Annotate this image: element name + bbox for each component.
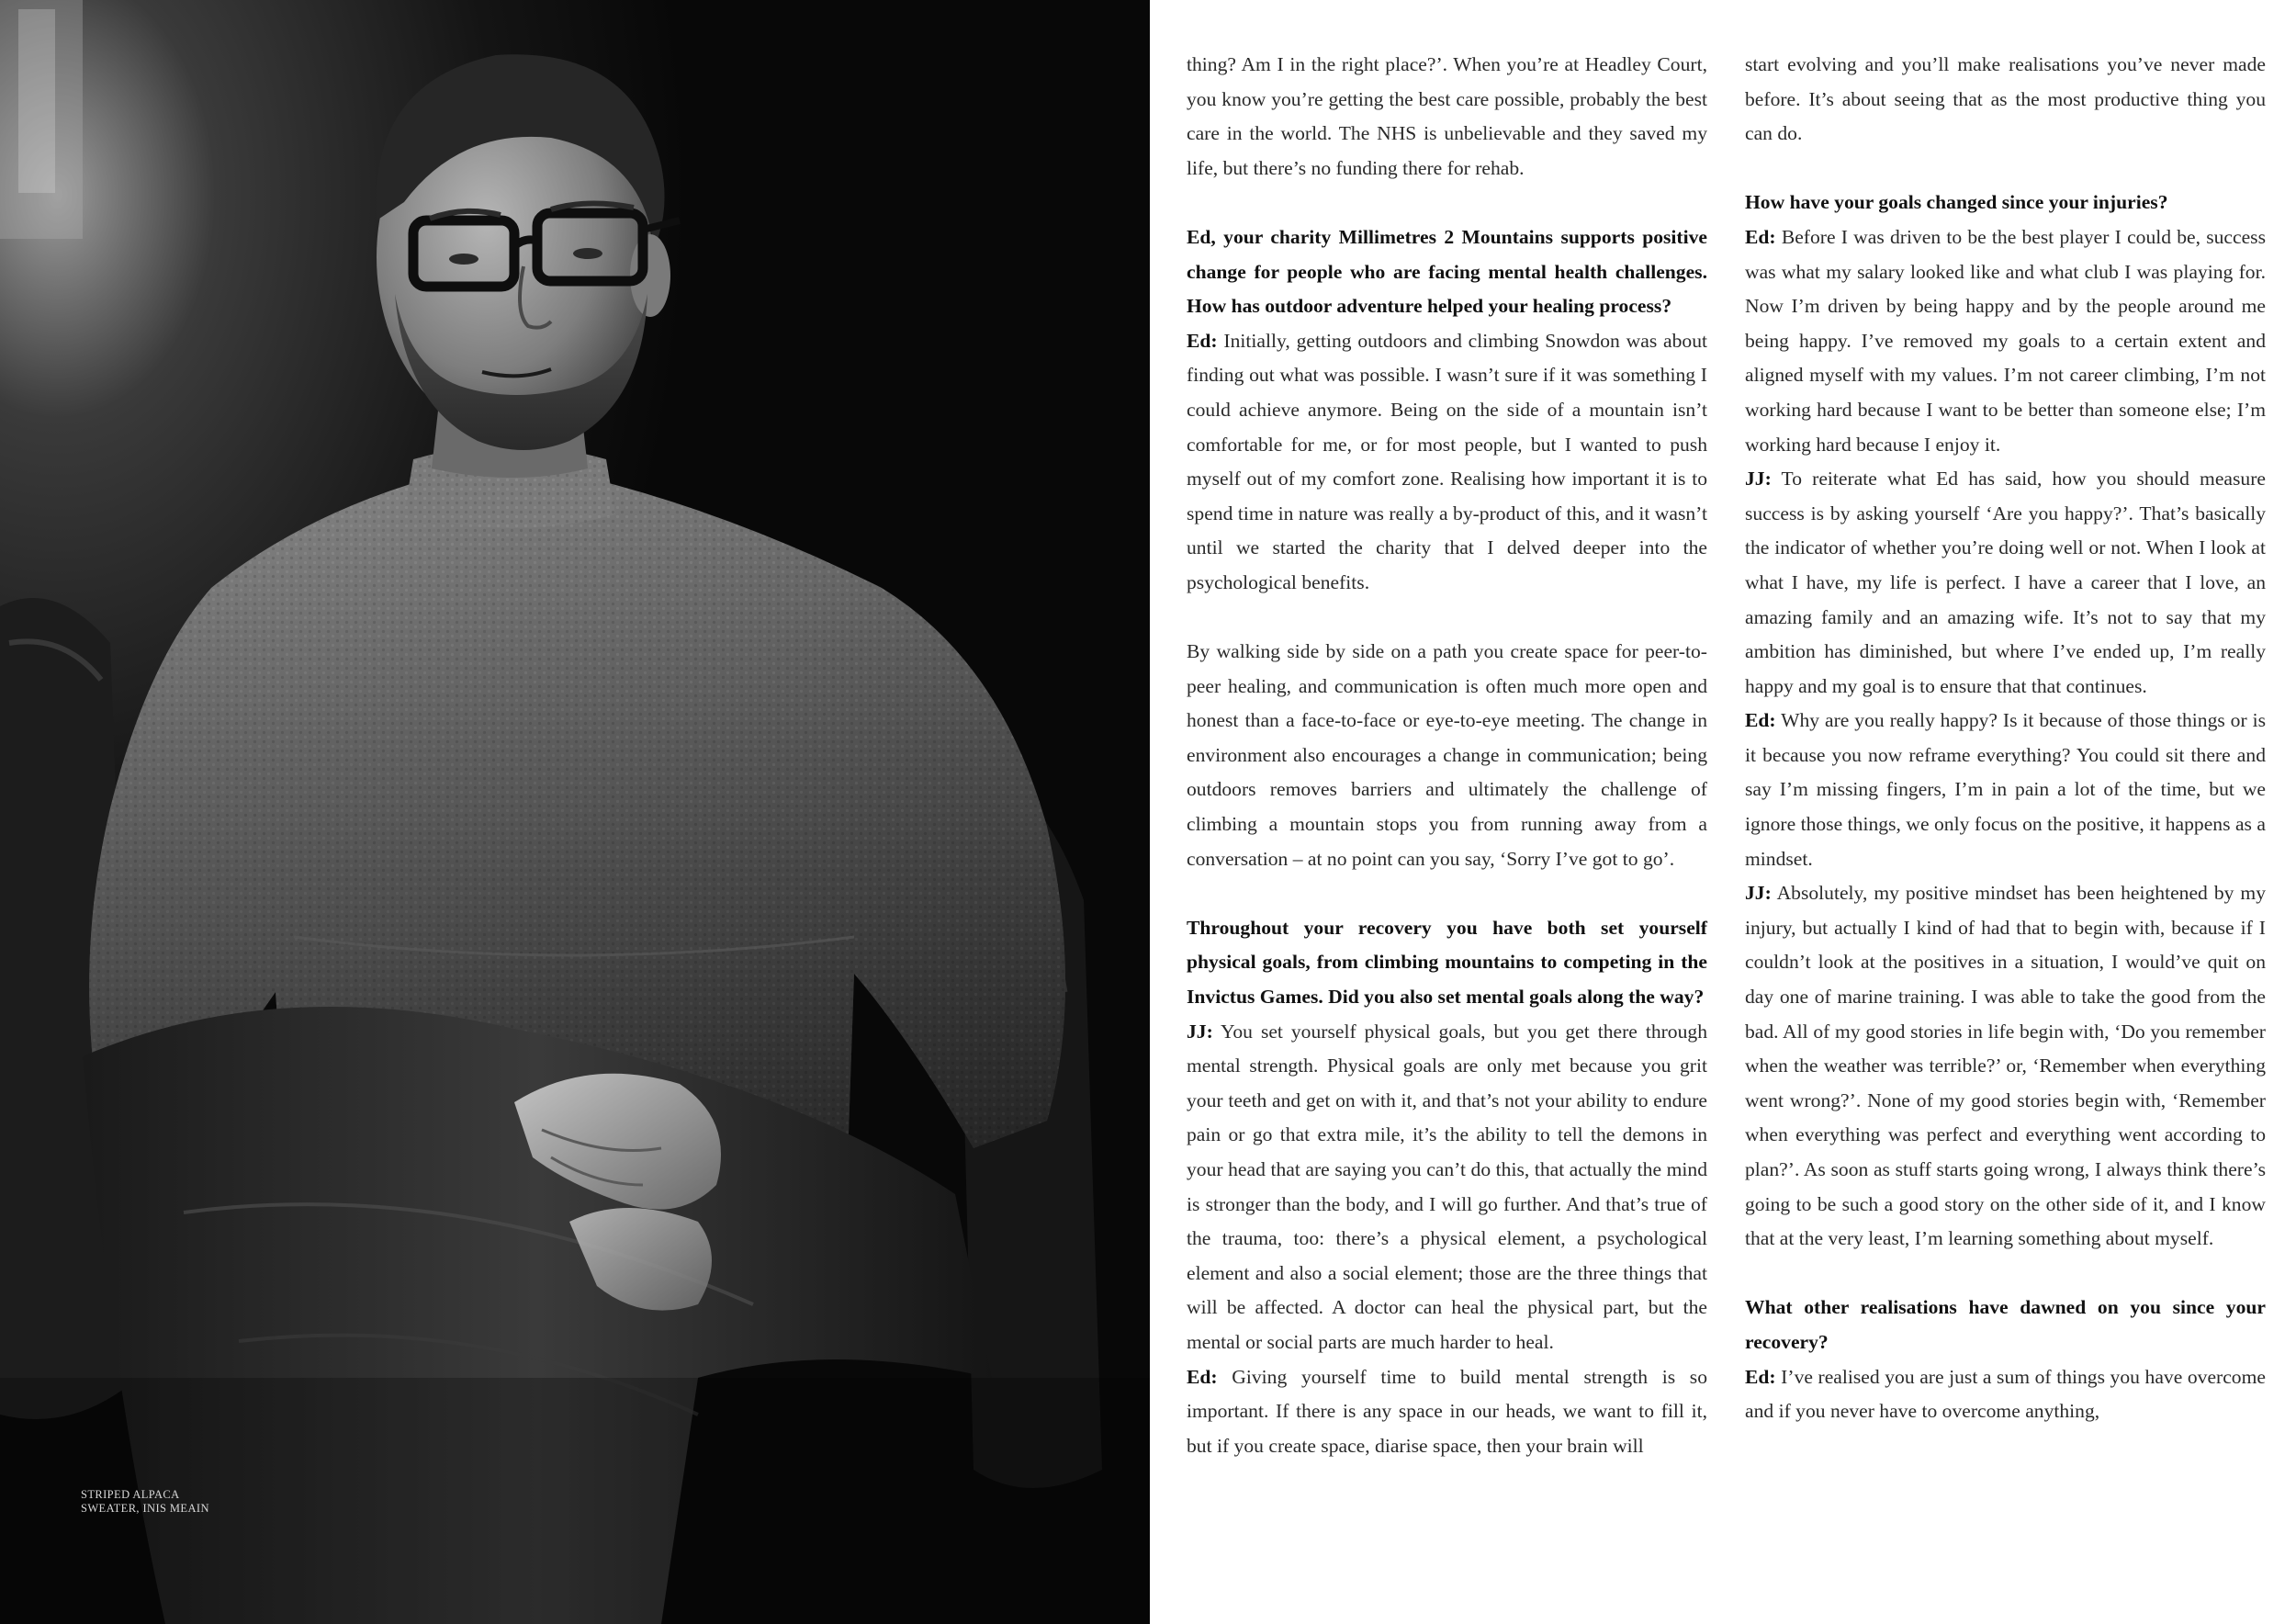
caption-line-1: STRIPED ALPACA — [81, 1488, 180, 1501]
answer-text: I’ve realised you are just a sum of things you have overcome and if you never have to overcome anything, — [1745, 1365, 2266, 1423]
article-page — [1150, 0, 2296, 1624]
paragraph: By walking side by side on a path you create space for peer-to-peer healing, and communication is often much more open and honest than a face-to-face or eye-to-eye meeting. The change in environment also encourages a change in communication; being outdoors removes barriers and ultimately the challenge of climbing a mountain stops you from running away from a conversation – at no point can you say, ‘Sorry I’ve got to go’. — [1187, 640, 1707, 870]
article-column-left — [1187, 48, 1707, 1463]
interview-answer — [1187, 1360, 1707, 1464]
speaker-label: JJ: — [1187, 1020, 1213, 1043]
caption-line-2: SWEATER, INIS MEAIN — [81, 1502, 209, 1515]
photo-caption — [81, 1488, 320, 1516]
answer-text: Absolutely, my positive mindset has been heightened by my injury, but actually I kind of had that to begin with, because if I couldn’t look at the positives in a situation, I would’ve quit on day one of marine training. I was able to take the good from the bad. All of my good stories in life begin with, ‘Do you remember when the weather was terrible?’ or, ‘Remember when everything went wrong?’. None of my good stories begin with, ‘Remember when everything was perfect and everything went according to plan?’. As soon as stuff starts going wrong, I always think there’s going to be such a good story on the other side of it, and I know that at the very least, I’m learning something about myself. — [1745, 882, 2266, 1250]
interview-answer — [1187, 324, 1707, 601]
interview-answer — [1745, 462, 2266, 704]
interview-answer — [1745, 1360, 2266, 1429]
speaker-label: Ed: — [1187, 329, 1218, 352]
interview-answer — [1745, 220, 2266, 462]
interview-question: Throughout your recovery you have both set yourself physical goals, from climbing mountains to competing in the Invictus Games. Did you also set mental goals along the way? — [1187, 916, 1707, 1009]
interview-question: How have your goals changed since your injuries? — [1745, 191, 2168, 214]
answer-text: Initially, getting outdoors and climbing Snowdon was about finding out what was possible. I wasn’t sure if it was something I could achieve anymore. Being on the side of a mountain isn’t comfortable for me, or for most people, but I wanted to push myself out of my comfort zone. Realising how important it is to spend time in nature was really a by-product of this, and it wasn’t until we started the charity that I delved deeper into the psychological benefits. — [1187, 329, 1707, 593]
interview-question: What other realisations have dawned on you since your recovery? — [1745, 1296, 2266, 1353]
interview-answer — [1745, 704, 2266, 876]
speaker-label: Ed: — [1745, 1365, 1776, 1388]
speaker-label: JJ: — [1745, 468, 1772, 491]
speaker-label: Ed: — [1745, 225, 1776, 248]
answer-text: Giving yourself time to build mental strength is so important. If there is any space in our heads, we want to fill it, but if you create space, diarise space, then your brain will — [1187, 1365, 1707, 1457]
speaker-label: JJ: — [1745, 882, 1772, 905]
speaker-label: Ed: — [1745, 709, 1776, 732]
interview-answer — [1187, 1015, 1707, 1360]
article-column-right — [1745, 48, 2266, 1429]
answer-text: You set yourself physical goals, but you get there through mental strength. Physical goals are only met because you grit your teeth and get on with it, and that’s not your ability to endure pain or go that extra mile, it’s the ability to tell the demons in your head that are saying you can’t do this, that actually the mind is stronger than the body, and I will go further. And that’s true of the trauma, too: there’s a physical element, a psychological element and also a social element; those are the three things that will be affected. A doctor can heal the physical part, but the mental or social parts are much harder to heal. — [1187, 1020, 1707, 1353]
paragraph: start evolving and you’ll make realisations you’ve never made before. It’s about seeing that as the most productive thing you can do. — [1745, 53, 2266, 145]
answer-text: To reiterate what Ed has said, how you should measure success is by asking yourself ‘Are you happy?’. That’s basically the indicator of whether you’re doing well or not. When I look at what I have, my life is perfect. I have a career that I love, an amazing family and an amazing wife. It’s not to say that my ambition has diminished, but where I’ve ended up, I’m really happy and my goal is to ensure that that continues. — [1745, 468, 2266, 697]
interview-answer — [1745, 876, 2266, 1257]
answer-text: Before I was driven to be the best player I could be, success was what my salary looked like and what club I was playing for. Now I’m driven by being happy and by the people around me being happy. I’ve removed my goals to a certain extent and aligned myself with my values. I’m not career climbing, I’m not working hard because I want to be better than someone else; I’m working hard because I enjoy it. — [1745, 225, 2266, 456]
paragraph: thing? Am I in the right place?’. When you’re at Headley Court, you know you’re getting the best care possible, probably the best care in the world. The NHS is unbelievable and they saved my life, but there’s no funding there for rehab. — [1187, 53, 1707, 179]
speaker-label: Ed: — [1187, 1365, 1218, 1388]
answer-text: Why are you really happy? Is it because of those things or is it because you now reframe everything? You could sit there and say I’m missing fingers, I’m in pain a lot of the time, but we ignore those things, we only focus on the positive, it happens as a mindset. — [1745, 709, 2266, 870]
interview-question: Ed, your charity Millimetres 2 Mountains supports positive change for people who are facing mental health challenges. How has outdoor adventure helped your healing process? — [1187, 225, 1707, 318]
